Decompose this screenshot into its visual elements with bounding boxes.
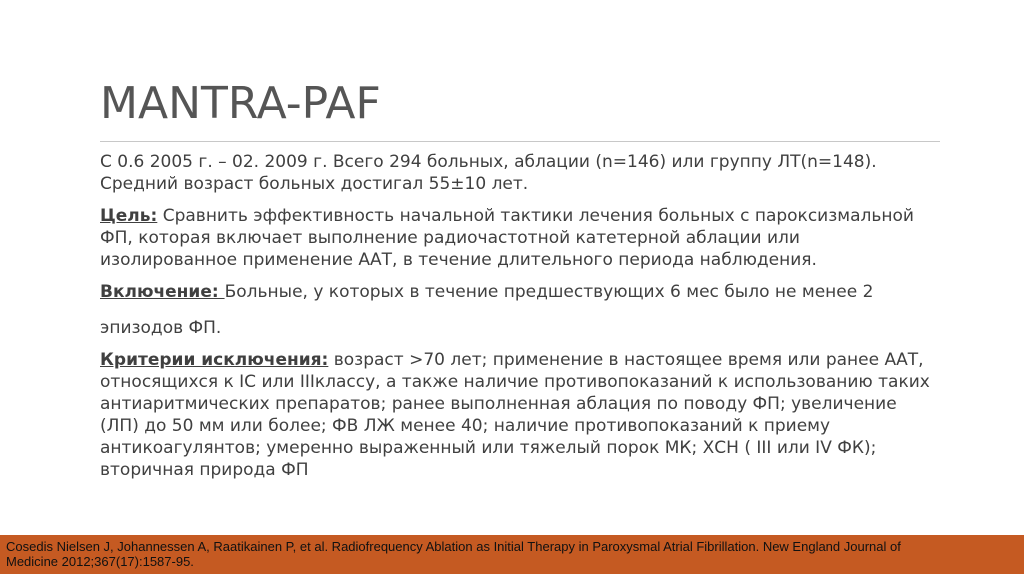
intro-paragraph: С 0.6 2005 г. – 02. 2009 г. Всего 294 больных, аблации (n=146) или группу ЛТ(n=148). Средний возраст больных достигал 55±10 лет.: [100, 152, 877, 194]
inclusion-label: Включение:: [100, 282, 225, 302]
title-divider: [100, 141, 940, 142]
goal-label: Цель:: [100, 206, 158, 226]
inclusion-continuation: эпизодов ФП.: [100, 318, 222, 338]
citation-bar: [0, 535, 1024, 574]
slide-body: [100, 151, 930, 491]
inclusion-text: Больные, у которых в течение предшествующих 6 мес было не менее 2: [224, 282, 874, 302]
inclusion-paragraph: [100, 281, 930, 303]
exclusion-text: возраст >70 лет; применение в настоящее время или ранее ААТ, относящихся к IC или IIIклассу, а также наличие противопоказаний к использованию таких антиаритмических препаратов; ранее выполненная аблация по поводу ФП; увеличение (ЛП) до 50 мм или более; ФВ ЛЖ менее 40; наличие противопоказаний к приему антикоагулянтов; умеренно выраженный или тяжелый порок МК; ХСН ( III или IV ФК); вторичная природа ФП: [100, 350, 930, 480]
goal-paragraph: [100, 205, 930, 271]
exclusion-paragraph: [100, 349, 930, 481]
exclusion-label: Критерии исключения:: [100, 350, 329, 370]
slide-title: MANTRA-PAF: [100, 78, 381, 129]
citation-text: Cosedis Nielsen J, Johannessen A, Raatikainen P, et al. Radiofrequency Ablation as Initial Therapy in Paroxysmal Atrial Fibrillation. New England Journal of Medicine 2012;367(17):1587-95.: [6, 539, 901, 569]
goal-text: Сравнить эффективность начальной тактики лечения больных с пароксизмальной ФП, которая включает выполнение радиочастотной катетерной аблации или изолированное применение ААТ, в течение длительного периода наблюдения.: [100, 206, 914, 270]
